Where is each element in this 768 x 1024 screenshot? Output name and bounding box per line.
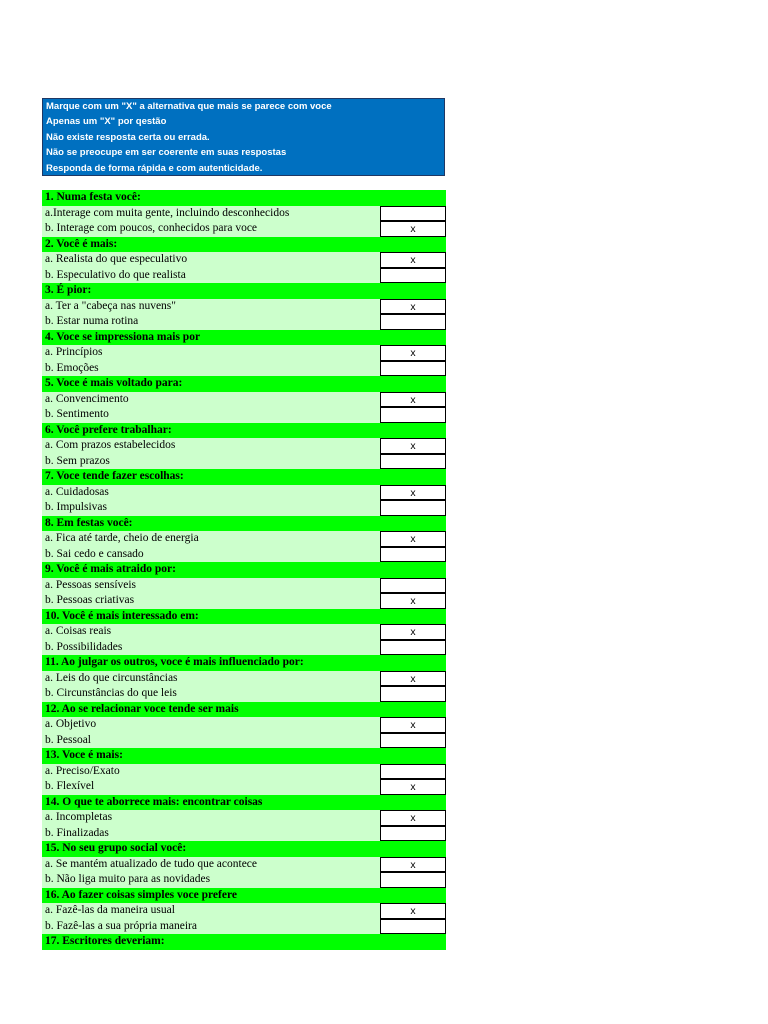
option-label: b. Sai cedo e cansado [45,547,144,560]
option-label: b. Impulsivas [45,501,107,513]
option-row [42,454,446,470]
option-row [42,252,446,268]
option-row [42,810,446,826]
option-row [42,407,446,423]
option-label: a. Fazê-las da maneira usual [45,904,175,916]
option-label: b. Circunstâncias do que leis [45,687,177,699]
option-label: b. Flexível [45,780,95,792]
answer-box[interactable]: x [380,345,446,361]
answer-box[interactable]: x [380,903,446,919]
question-title: 12. Ao se relacionar voce tende ser mais [42,702,446,718]
option-label: b. Possibilidades [45,640,123,653]
instructions-box [42,98,445,176]
option-label: b. Pessoal [45,733,91,746]
option-label: a. Cuidadosas [45,485,109,498]
answer-box[interactable] [380,640,446,656]
answer-box[interactable]: x [380,221,446,237]
option-row [42,686,446,702]
option-row [42,361,446,377]
answer-box[interactable]: x [380,779,446,795]
option-row [42,872,446,888]
answer-box[interactable] [380,361,446,377]
option-label: b. Emoções [45,361,99,374]
option-label: a. Princípios [45,346,103,358]
answer-box[interactable]: x [380,531,446,547]
question-title: 14. O que te aborrece mais: encontrar coisas [42,795,446,811]
answer-box[interactable]: x [380,485,446,501]
option-label: b. Não liga muito para as novidades [45,873,211,885]
option-label: a. Preciso/Exato [45,764,120,777]
instruction-line: Apenas um "X" por qestão [46,116,167,128]
answer-box[interactable] [380,314,446,330]
option-row [42,624,446,640]
question-title: 16. Ao fazer coisas simples voce prefere [42,888,446,904]
question-title: 17. Escritores deveriam: [42,934,446,950]
instruction-line: Não se preocupe em ser coerente em suas respostas [46,147,287,159]
option-row [42,438,446,454]
option-row [42,268,446,284]
answer-box[interactable]: x [380,717,446,733]
question-title: 6. Você prefere trabalhar: [42,423,446,439]
instruction-line: Marque com um "X" a alternativa que mais se parece com voce [46,101,332,112]
answer-box[interactable]: x [380,810,446,826]
question-title: 11. Ao julgar os outros, voce é mais influenciado por: [42,655,446,671]
option-label: a. Fica até tarde, cheio de energia [45,532,199,544]
option-label: a. Realista do que especulativo [45,253,188,265]
answer-box[interactable] [380,764,446,780]
option-label: a. Com prazos estabelecidos [45,439,176,451]
option-row [42,640,446,656]
option-label: a.Interage com muita gente, incluindo desconhecidos [45,206,290,219]
option-label: a. Se mantém atualizado de tudo que acontece [45,857,258,870]
answer-box[interactable] [380,547,446,563]
answer-box[interactable] [380,872,446,888]
option-row [42,717,446,733]
option-row [42,903,446,919]
option-row [42,206,446,222]
answer-box[interactable]: x [380,392,446,408]
answer-box[interactable] [380,826,446,842]
option-row [42,392,446,408]
option-row [42,500,446,516]
question-title: 4. Voce se impressiona mais por [42,330,446,346]
option-row [42,919,446,935]
option-row [42,593,446,609]
question-title: 10. Você é mais interessado em: [42,609,446,625]
question-title: 13. Voce é mais: [42,748,446,764]
answer-box[interactable]: x [380,593,446,609]
option-label: b. Fazê-las a sua própria maneira [45,919,197,932]
question-title: 2. Você é mais: [42,237,446,253]
option-row [42,314,446,330]
question-title: 15. No seu grupo social você: [42,841,446,857]
option-row [42,826,446,842]
option-row [42,345,446,361]
question-title: 9. Você é mais atraido por: [42,562,446,578]
option-label: b. Finalizadas [45,826,109,839]
answer-box[interactable] [380,686,446,702]
option-row [42,299,446,315]
answer-box[interactable] [380,500,446,516]
answer-box[interactable]: x [380,438,446,454]
answer-box[interactable] [380,454,446,470]
option-row [42,221,446,237]
question-title: 8. Em festas você: [42,516,446,532]
questionnaire [42,190,446,950]
option-row [42,578,446,594]
answer-box[interactable] [380,268,446,284]
instruction-line: Responda de forma rápida e com autenticidade. [46,162,263,174]
answer-box[interactable]: x [380,624,446,640]
option-label: b. Sem prazos [45,454,110,467]
instruction-line: Não existe resposta certa ou errada. [46,131,210,143]
option-row [42,733,446,749]
answer-box[interactable] [380,578,446,594]
answer-box[interactable]: x [380,671,446,687]
option-label: b. Pessoas criativas [45,594,135,606]
question-title: 7. Voce tende fazer escolhas: [42,469,446,485]
question-title: 5. Voce é mais voltado para: [42,376,446,392]
option-label: a. Convencimento [45,392,129,405]
answer-box[interactable]: x [380,252,446,268]
option-label: a. Incompletas [45,811,113,823]
answer-box[interactable] [380,206,446,222]
option-label: b. Estar numa rotina [45,315,139,327]
answer-box[interactable]: x [380,299,446,315]
option-label: a. Pessoas sensíveis [45,578,137,591]
option-row [42,764,446,780]
option-label: a. Objetivo [45,718,97,730]
option-label: a. Coisas reais [45,625,112,637]
question-title: 3. É pior: [42,283,446,299]
option-label: b. Interage com poucos, conhecidos para voce [45,222,258,234]
question-title: 1. Numa festa você: [42,190,446,206]
option-label: b. Sentimento [45,408,109,420]
answer-box[interactable]: x [380,857,446,873]
answer-box[interactable] [380,733,446,749]
answer-box[interactable] [380,919,446,935]
option-row [42,857,446,873]
option-row [42,671,446,687]
option-label: b. Especulativo do que realista [45,268,186,281]
option-label: a. Ter a "cabeça nas nuvens" [45,299,176,312]
option-label: a. Leis do que circunstâncias [45,671,178,684]
option-row [42,779,446,795]
option-row [42,531,446,547]
option-row [42,547,446,563]
option-row [42,485,446,501]
answer-box[interactable] [380,407,446,423]
